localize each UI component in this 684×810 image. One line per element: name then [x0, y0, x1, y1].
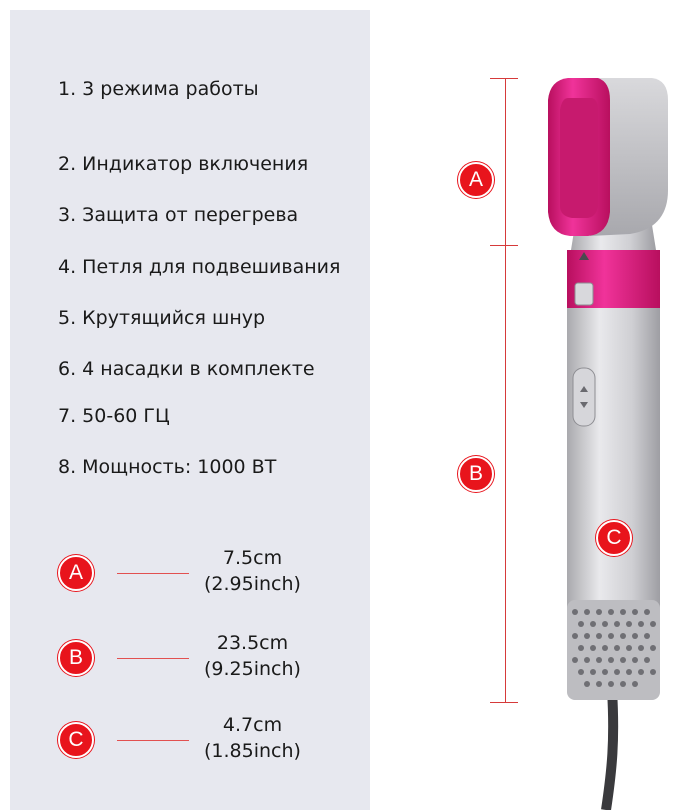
- badge-a: A: [58, 555, 94, 591]
- feature-swivel-cord: 5. Крутящийся шнур: [58, 307, 266, 329]
- marker-c: C: [596, 520, 632, 556]
- dimension-c-inch: (1.85inch): [204, 740, 301, 762]
- feature-power-indicator: 2. Индикатор включения: [58, 153, 309, 175]
- dimension-c-cm: 4.7cm: [222, 714, 283, 736]
- dimension-a-cm: 7.5cm: [222, 547, 283, 569]
- feature-wattage: 8. Мощность: 1000 ВТ: [58, 456, 277, 478]
- feature-attachments: 6. 4 насадки в комплекте: [58, 358, 315, 380]
- badge-b: B: [58, 640, 94, 676]
- feature-overheat-protection: 3. Защита от перегрева: [58, 204, 299, 226]
- mode-slider: [573, 368, 595, 426]
- feature-hanging-loop: 4. Петля для подвешивания: [58, 256, 341, 278]
- dimension-b-inch: (9.25inch): [204, 658, 301, 680]
- feature-frequency: 7. 50-60 ГЦ: [58, 405, 170, 427]
- marker-a: A: [458, 162, 494, 198]
- dimension-a-inch: (2.95inch): [204, 573, 301, 595]
- feature-modes: 1. 3 режима работы: [58, 78, 259, 100]
- badge-c: C: [58, 722, 94, 758]
- power-cord: [606, 690, 613, 810]
- marker-b: B: [458, 456, 494, 492]
- cool-shot-button: [575, 283, 593, 305]
- nozzle-inner: [560, 98, 598, 218]
- dimension-b-cm: 23.5cm: [216, 632, 289, 654]
